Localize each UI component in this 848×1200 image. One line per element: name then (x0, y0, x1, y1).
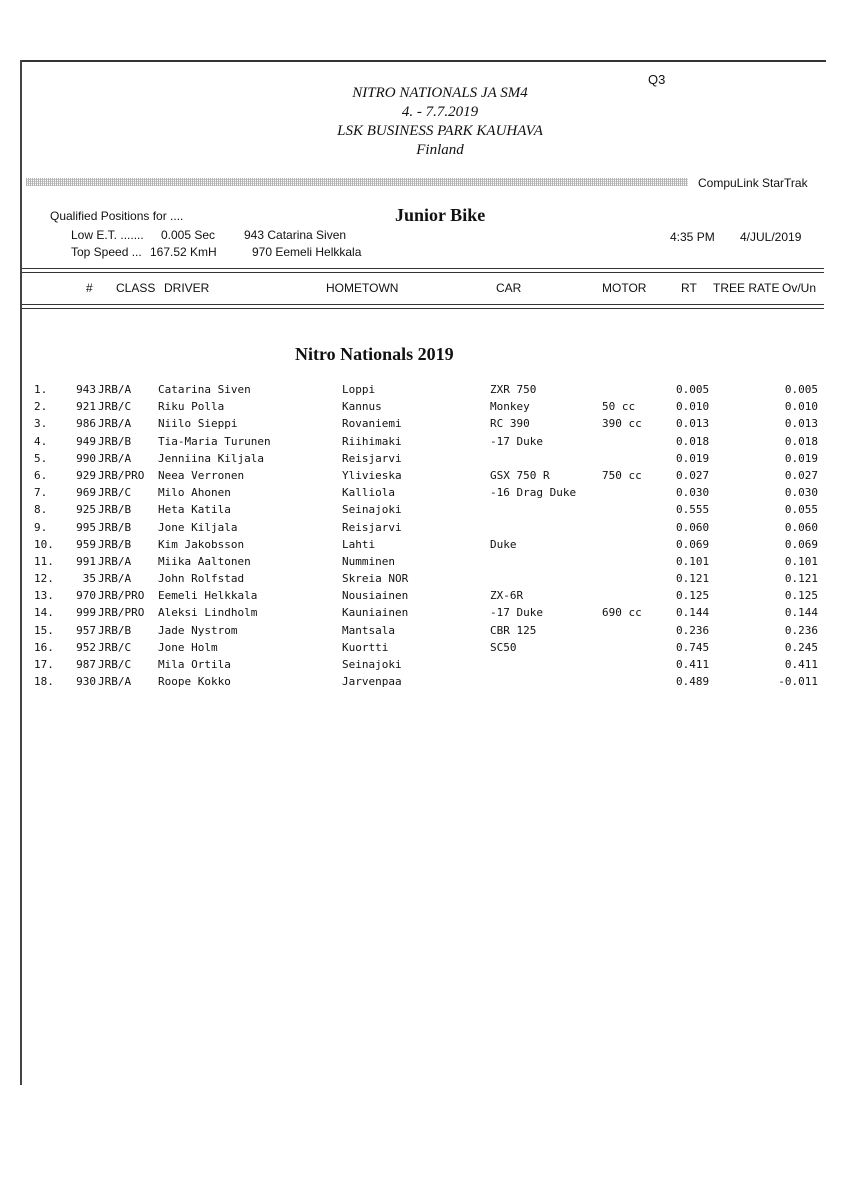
row-class: JRB/C (98, 486, 132, 500)
row-number: 987 (76, 658, 96, 671)
row-number: 986 (76, 417, 96, 431)
row-number: 995 (76, 520, 96, 534)
table-row (0, 553, 848, 570)
row-car: -17 Duke (490, 606, 543, 620)
row-reaction-time: 0.069 (676, 537, 710, 551)
row-car: ZX-6R (490, 589, 524, 603)
table-row (0, 398, 848, 415)
row-reaction-time: 0.555 (676, 503, 710, 517)
row-hometown: Lahti (342, 537, 376, 551)
row-driver: Jenniina Kiljala (158, 451, 264, 465)
row-hometown: Nousiainen (342, 589, 409, 603)
row-reaction-time: 0.027 (676, 468, 710, 482)
top-speed-holder: 970 Eemeli Helkkala (252, 245, 362, 259)
row-position: 7. (34, 486, 48, 500)
row-over-under: 0.060 (784, 520, 818, 534)
row-car: RC 390 (490, 417, 530, 431)
row-reaction-time: 0.030 (676, 486, 710, 500)
col-ovun: Ov/Un (782, 281, 817, 295)
category-title: Junior Bike (395, 205, 486, 225)
row-number: 957 (76, 623, 96, 637)
row-hometown: Seinajoki (342, 658, 402, 671)
row-car: -17 Duke (490, 434, 543, 448)
row-reaction-time: 0.125 (676, 589, 710, 603)
row-hometown: Mantsala (342, 623, 395, 637)
low-et-value: 0.005 Sec (161, 228, 216, 242)
col-class: CLASS (116, 281, 156, 295)
row-class: JRB/B (98, 520, 132, 534)
row-position: 3. (34, 417, 48, 431)
row-reaction-time: 0.060 (676, 520, 710, 534)
row-driver: Niilo Sieppi (158, 417, 238, 431)
row-class: JRB/B (98, 434, 132, 448)
row-class: JRB/A (98, 417, 132, 431)
table-row (0, 381, 848, 398)
row-hometown: Riihimaki (342, 434, 402, 448)
row-reaction-time: 0.144 (676, 606, 710, 620)
row-over-under: -0.011 (778, 675, 818, 689)
col-motor: MOTOR (602, 281, 647, 295)
row-reaction-time: 0.010 (676, 400, 710, 414)
row-over-under: 0.019 (784, 451, 818, 465)
row-over-under: 0.013 (784, 417, 818, 431)
row-car: -16 Drag Duke (490, 486, 577, 500)
row-position: 18. (34, 675, 54, 689)
row-class: JRB/A (98, 451, 132, 465)
row-over-under: 0.121 (784, 572, 818, 586)
row-reaction-time: 0.236 (676, 623, 710, 637)
event-country: Finland (416, 142, 464, 158)
row-class: JRB/PRO (98, 606, 145, 620)
top-speed-label: Top Speed ... (71, 245, 142, 259)
table-row (0, 415, 848, 432)
top-speed-value: 167.52 KmH (150, 245, 217, 259)
row-number: 969 (76, 486, 96, 500)
report-time: 4:35 PM (670, 230, 715, 244)
row-number: 943 (76, 383, 96, 396)
row-class: JRB/C (98, 658, 132, 671)
row-over-under: 0.005 (784, 383, 818, 396)
event-title: NITRO NATIONALS JA SM4 (352, 85, 528, 101)
row-number: 970 (76, 589, 96, 603)
row-driver: Riku Polla (158, 400, 225, 414)
row-reaction-time: 0.019 (676, 451, 710, 465)
row-over-under: 0.144 (784, 606, 818, 620)
row-hometown: Numminen (342, 554, 395, 568)
qualified-label: Qualified Positions for .... (50, 209, 184, 223)
row-number: 949 (76, 434, 96, 448)
row-class: JRB/C (98, 640, 132, 654)
row-position: 12. (34, 572, 54, 586)
row-car: GSX 750 R (490, 468, 550, 482)
frame-top-border (22, 60, 826, 62)
row-class: JRB/A (98, 383, 132, 396)
row-driver: Miika Aaltonen (158, 554, 251, 568)
table-row (0, 622, 848, 639)
row-over-under: 0.018 (784, 434, 818, 448)
row-hometown: Kuortti (342, 640, 389, 654)
row-over-under: 0.069 (784, 537, 818, 551)
row-number: 952 (76, 640, 96, 654)
row-class: JRB/A (98, 554, 132, 568)
row-driver: Jone Holm (158, 640, 218, 654)
row-over-under: 0.010 (784, 400, 818, 414)
row-over-under: 0.055 (784, 503, 818, 517)
row-over-under: 0.411 (784, 658, 818, 671)
table-row (0, 501, 848, 518)
row-driver: Catarina Siven (158, 383, 251, 396)
table-row (0, 587, 848, 604)
row-over-under: 0.125 (784, 589, 818, 603)
table-row (0, 433, 848, 450)
row-car: ZXR 750 (490, 383, 537, 396)
row-driver: Tia-Maria Turunen (158, 434, 271, 448)
row-over-under: 0.236 (784, 623, 818, 637)
row-position: 17. (34, 658, 54, 671)
row-reaction-time: 0.411 (676, 658, 710, 671)
row-car: Monkey (490, 400, 530, 414)
row-class: JRB/A (98, 675, 132, 689)
report-date: 4/JUL/2019 (740, 230, 802, 244)
low-et-holder: 943 Catarina Siven (244, 228, 347, 242)
row-reaction-time: 0.018 (676, 434, 710, 448)
row-car: CBR 125 (490, 623, 537, 637)
row-motor: 690 cc (602, 606, 642, 620)
header-rule-top-1 (22, 268, 824, 269)
row-over-under: 0.245 (784, 640, 818, 654)
row-hometown: Ylivieska (342, 468, 402, 482)
table-row (0, 604, 848, 621)
row-class: JRB/B (98, 623, 132, 637)
row-driver: Milo Ahonen (158, 486, 231, 500)
table-row (0, 484, 848, 501)
table-row (0, 570, 848, 587)
header-rule-top-2 (22, 272, 824, 273)
row-hometown: Rovaniemi (342, 417, 402, 431)
row-class: JRB/B (98, 503, 132, 517)
row-reaction-time: 0.121 (676, 572, 710, 586)
col-rt: RT (681, 281, 697, 295)
row-hometown: Reisjarvi (342, 451, 402, 465)
session-tag: Q3 (648, 72, 666, 87)
row-driver: Jone Kiljala (158, 520, 238, 534)
row-class: JRB/PRO (98, 589, 145, 603)
header-rule-bottom-1 (22, 304, 824, 305)
row-class: JRB/C (98, 400, 132, 414)
row-position: 6. (34, 468, 48, 482)
row-class: JRB/B (98, 537, 132, 551)
row-hometown: Seinajoki (342, 503, 402, 517)
row-driver: Mila Ortila (158, 658, 231, 671)
table-row (0, 673, 848, 690)
row-driver: Roope Kokko (158, 675, 231, 689)
row-number: 930 (76, 675, 96, 689)
col-hometown: HOMETOWN (326, 281, 399, 295)
row-reaction-time: 0.101 (676, 554, 710, 568)
row-driver: Neea Verronen (158, 468, 245, 482)
table-row (0, 467, 848, 484)
row-motor: 390 cc (602, 417, 642, 431)
row-number: 990 (76, 451, 96, 465)
row-position: 1. (34, 383, 48, 396)
row-hometown: Kannus (342, 400, 382, 414)
row-driver: Heta Katila (158, 503, 231, 517)
low-et-label: Low E.T. ....... (71, 228, 144, 242)
table-row (0, 536, 848, 553)
row-reaction-time: 0.489 (676, 675, 710, 689)
row-driver: Eemeli Helkkala (158, 589, 258, 603)
row-class: JRB/PRO (98, 468, 145, 482)
row-hometown: Loppi (342, 383, 376, 396)
row-number: 929 (76, 468, 96, 482)
row-position: 9. (34, 520, 48, 534)
row-position: 10. (34, 537, 54, 551)
event-venue: LSK BUSINESS PARK KAUHAVA (337, 123, 543, 139)
row-reaction-time: 0.005 (676, 383, 710, 396)
table-row (0, 450, 848, 467)
row-number: 925 (76, 503, 96, 517)
table-row (0, 639, 848, 656)
results-table (0, 381, 848, 690)
row-reaction-time: 0.745 (676, 640, 710, 654)
row-number: 999 (76, 606, 96, 620)
col-driver: DRIVER (164, 281, 210, 295)
row-number: 991 (76, 554, 96, 568)
row-motor: 750 cc (602, 468, 642, 482)
row-driver: Kim Jakobsson (158, 537, 245, 551)
timing-system: CompuLink StarTrak (698, 176, 808, 190)
row-hometown: Kauniainen (342, 606, 409, 620)
row-over-under: 0.027 (784, 468, 818, 482)
row-motor: 50 cc (602, 400, 636, 414)
event-dates: 4. - 7.7.2019 (401, 104, 479, 120)
table-row (0, 656, 848, 673)
event-header (240, 84, 640, 160)
row-hometown: Kalliola (342, 486, 395, 500)
row-hometown: Skreia NOR (342, 572, 409, 586)
col-num: # (86, 281, 93, 295)
row-hometown: Reisjarvi (342, 520, 402, 534)
row-position: 15. (34, 623, 54, 637)
row-reaction-time: 0.013 (676, 417, 710, 431)
row-driver: Jade Nystrom (158, 623, 238, 637)
row-hometown: Jarvenpaa (342, 675, 402, 689)
row-over-under: 0.101 (784, 554, 818, 568)
row-number: 35 (82, 572, 96, 586)
row-number: 959 (76, 537, 96, 551)
row-class: JRB/A (98, 572, 132, 586)
row-over-under: 0.030 (784, 486, 818, 500)
dotted-separator (26, 178, 688, 186)
row-position: 2. (34, 400, 48, 414)
row-position: 16. (34, 640, 54, 654)
table-row (0, 519, 848, 536)
row-car: SC50 (490, 640, 517, 654)
row-driver: Aleksi Lindholm (158, 606, 258, 620)
col-tree-rate: TREE RATE (713, 281, 780, 295)
row-position: 13. (34, 589, 54, 603)
header-rule-bottom-2 (22, 308, 824, 309)
row-position: 4. (34, 434, 48, 448)
section-title: Nitro Nationals 2019 (295, 344, 454, 364)
row-car: Duke (490, 537, 517, 551)
row-position: 8. (34, 503, 48, 517)
row-number: 921 (76, 400, 96, 414)
row-position: 14. (34, 606, 54, 620)
col-car: CAR (496, 281, 522, 295)
row-position: 11. (34, 554, 54, 568)
row-driver: John Rolfstad (158, 572, 245, 586)
row-position: 5. (34, 451, 48, 465)
